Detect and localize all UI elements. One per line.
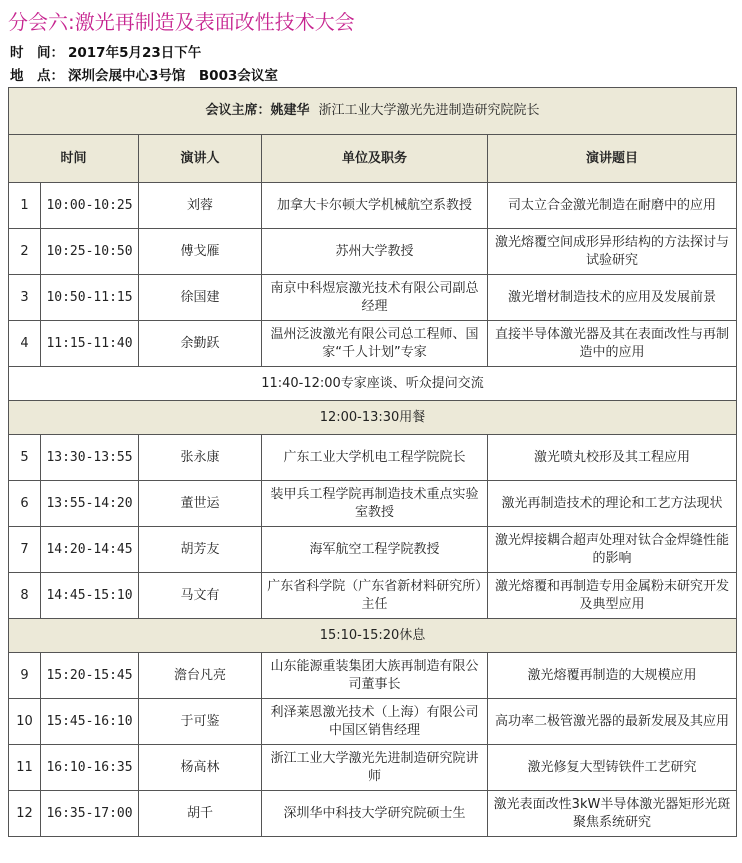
chair-label: 会议主席：姚建华 bbox=[205, 103, 310, 118]
speaker-affiliation: 广东工业大学机电工程学院院长 bbox=[262, 435, 488, 481]
session-time bbox=[10, 41, 201, 61]
row-number: 2 bbox=[9, 229, 41, 275]
table-row bbox=[9, 527, 737, 573]
table-row bbox=[9, 653, 737, 699]
speaker-affiliation: 装甲兵工程学院再制造技术重点实验室教授 bbox=[262, 481, 488, 527]
row-number: 1 bbox=[9, 183, 41, 229]
time-slot: 14:45-15:10 bbox=[41, 573, 139, 619]
time-slot: 15:20-15:45 bbox=[41, 653, 139, 699]
time-slot: 11:15-11:40 bbox=[41, 321, 139, 367]
place-label: 地 点： bbox=[10, 68, 64, 84]
talk-topic: 司太立合金激光制造在耐磨中的应用 bbox=[488, 183, 737, 229]
time-slot: 16:35-17:00 bbox=[41, 791, 139, 837]
table-row bbox=[9, 229, 737, 275]
talk-topic: 激光表面改性3kW半导体激光器矩形光斑聚焦系统研究 bbox=[488, 791, 737, 837]
row-number: 9 bbox=[9, 653, 41, 699]
schedule-note: 12:00-13:30用餐 bbox=[9, 401, 737, 435]
time-slot: 13:55-14:20 bbox=[41, 481, 139, 527]
talk-topic: 高功率二极管激光器的最新发展及其应用 bbox=[488, 699, 737, 745]
schedule-note: 11:40-12:00专家座谈、听众提问交流 bbox=[9, 367, 737, 401]
chair-row bbox=[9, 88, 737, 135]
header-org: 单位及职务 bbox=[262, 135, 488, 183]
time-value: 2017年5月23日下午 bbox=[68, 45, 202, 61]
talk-topic: 激光焊接耦合超声处理对钛合金焊缝性能的影响 bbox=[488, 527, 737, 573]
speaker-affiliation: 山东能源重装集团大族再制造有限公司董事长 bbox=[262, 653, 488, 699]
session-place bbox=[10, 64, 278, 84]
header-topic: 演讲题目 bbox=[488, 135, 737, 183]
table-row bbox=[9, 321, 737, 367]
speaker-name: 傅戈雁 bbox=[139, 229, 262, 275]
speaker-affiliation: 海军航空工程学院教授 bbox=[262, 527, 488, 573]
table-row bbox=[9, 699, 737, 745]
speaker-name: 胡千 bbox=[139, 791, 262, 837]
speaker-name: 马文有 bbox=[139, 573, 262, 619]
table-row bbox=[9, 791, 737, 837]
speaker-name: 澹台凡亮 bbox=[139, 653, 262, 699]
speaker-name: 徐国建 bbox=[139, 275, 262, 321]
row-number: 8 bbox=[9, 573, 41, 619]
table-row bbox=[9, 573, 737, 619]
speaker-name: 胡芳友 bbox=[139, 527, 262, 573]
talk-topic: 激光熔覆再制造的大规模应用 bbox=[488, 653, 737, 699]
speaker-affiliation: 苏州大学教授 bbox=[262, 229, 488, 275]
schedule-table bbox=[8, 87, 737, 837]
time-slot: 10:50-11:15 bbox=[41, 275, 139, 321]
session-title: 分会六:激光再制造及表面改性技术大会 bbox=[8, 10, 355, 34]
speaker-affiliation: 南京中科煜宸激光技术有限公司副总经理 bbox=[262, 275, 488, 321]
row-number: 10 bbox=[9, 699, 41, 745]
time-slot: 14:20-14:45 bbox=[41, 527, 139, 573]
speaker-affiliation: 浙江工业大学激光先进制造研究院讲师 bbox=[262, 745, 488, 791]
talk-topic: 激光熔覆和再制造专用金属粉末研究开发及典型应用 bbox=[488, 573, 737, 619]
schedule-note-row bbox=[9, 401, 737, 435]
talk-topic: 激光喷丸校形及其工程应用 bbox=[488, 435, 737, 481]
speaker-name: 张永康 bbox=[139, 435, 262, 481]
time-slot: 10:00-10:25 bbox=[41, 183, 139, 229]
header-speaker: 演讲人 bbox=[139, 135, 262, 183]
table-row bbox=[9, 435, 737, 481]
time-slot: 16:10-16:35 bbox=[41, 745, 139, 791]
speaker-affiliation: 温州泛波激光有限公司总工程师、国家“千人计划”专家 bbox=[262, 321, 488, 367]
row-number: 4 bbox=[9, 321, 41, 367]
speaker-affiliation: 利泽莱恩激光技术（上海）有限公司中国区销售经理 bbox=[262, 699, 488, 745]
speaker-affiliation: 广东省科学院（广东省新材料研究所）主任 bbox=[262, 573, 488, 619]
chair-title: 浙江工业大学激光先进制造研究院院长 bbox=[318, 103, 540, 118]
time-slot: 10:25-10:50 bbox=[41, 229, 139, 275]
time-label: 时 间： bbox=[10, 45, 64, 61]
place-value: 深圳会展中心3号馆 B003会议室 bbox=[68, 68, 278, 84]
header-time: 时间 bbox=[9, 135, 139, 183]
speaker-name: 董世运 bbox=[139, 481, 262, 527]
talk-topic: 激光熔覆空间成形异形结构的方法探讨与试验研究 bbox=[488, 229, 737, 275]
table-row bbox=[9, 481, 737, 527]
speaker-affiliation: 加拿大卡尔顿大学机械航空系教授 bbox=[262, 183, 488, 229]
talk-topic: 激光再制造技术的理论和工艺方法现状 bbox=[488, 481, 737, 527]
table-row bbox=[9, 745, 737, 791]
row-number: 11 bbox=[9, 745, 41, 791]
time-slot: 15:45-16:10 bbox=[41, 699, 139, 745]
header-row bbox=[9, 135, 737, 183]
table-row bbox=[9, 275, 737, 321]
row-number: 7 bbox=[9, 527, 41, 573]
talk-topic: 直接半导体激光器及其在表面改性与再制造中的应用 bbox=[488, 321, 737, 367]
speaker-name: 杨高林 bbox=[139, 745, 262, 791]
schedule-note-row bbox=[9, 619, 737, 653]
table-row bbox=[9, 183, 737, 229]
chair-cell bbox=[9, 88, 737, 135]
talk-topic: 激光增材制造技术的应用及发展前景 bbox=[488, 275, 737, 321]
speaker-name: 余勤跃 bbox=[139, 321, 262, 367]
time-slot: 13:30-13:55 bbox=[41, 435, 139, 481]
speaker-affiliation: 深圳华中科技大学研究院硕士生 bbox=[262, 791, 488, 837]
schedule-note: 15:10-15:20休息 bbox=[9, 619, 737, 653]
speaker-name: 刘蓉 bbox=[139, 183, 262, 229]
row-number: 12 bbox=[9, 791, 41, 837]
row-number: 5 bbox=[9, 435, 41, 481]
speaker-name: 于可鉴 bbox=[139, 699, 262, 745]
talk-topic: 激光修复大型铸铁件工艺研究 bbox=[488, 745, 737, 791]
schedule-note-row bbox=[9, 367, 737, 401]
row-number: 3 bbox=[9, 275, 41, 321]
row-number: 6 bbox=[9, 481, 41, 527]
